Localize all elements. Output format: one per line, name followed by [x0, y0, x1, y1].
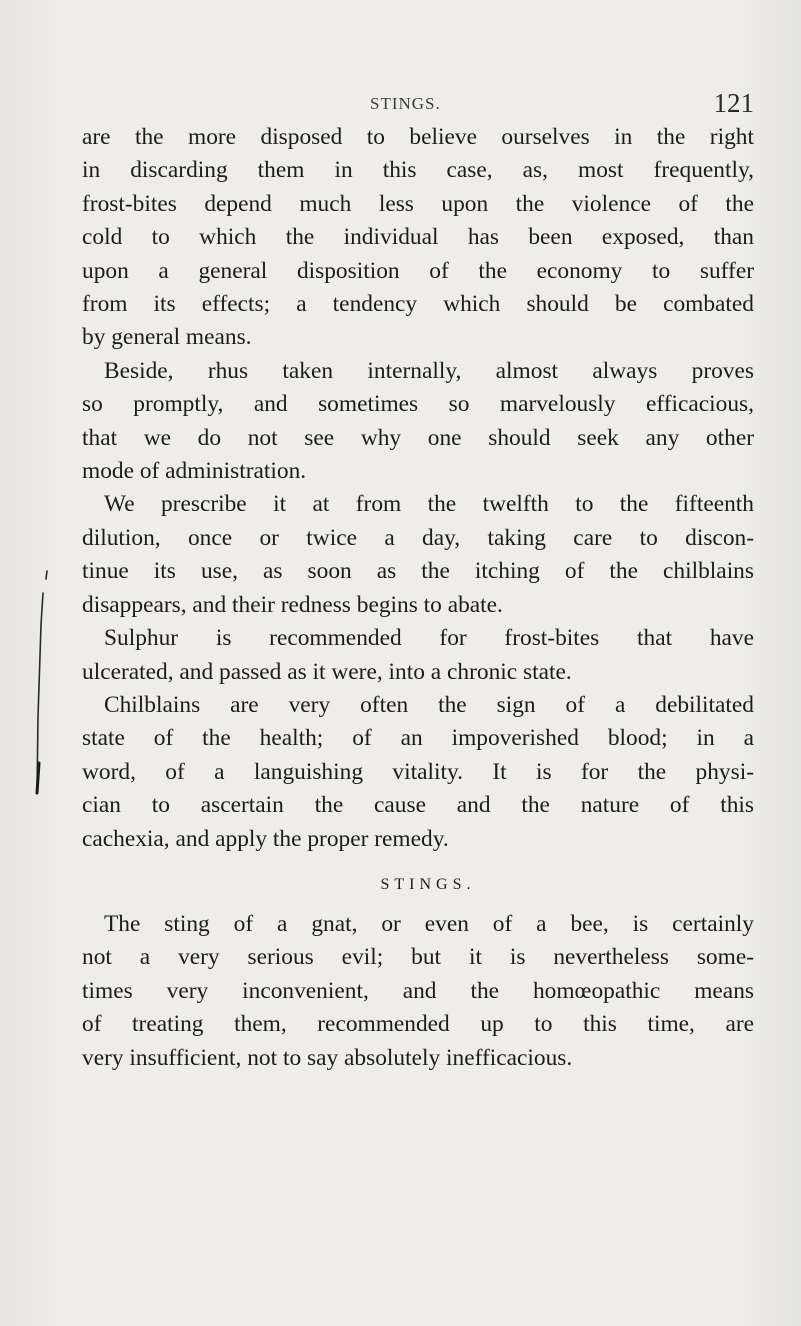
section-heading: STINGS.	[380, 875, 476, 893]
text-line: times very inconvenient, and the homœopathic means	[82, 977, 754, 1004]
paragraph	[82, 488, 754, 622]
text-line: disappears, and their redness begins to abate.	[82, 591, 503, 618]
text-line: ulcerated, and passed as it were, into a chronic state.	[82, 658, 572, 685]
text-line: Chilblains are very often the sign of a debilitated	[104, 691, 754, 718]
paragraph	[82, 908, 754, 1075]
margin-pencil-mark	[34, 567, 54, 797]
text-line: in discarding them in this case, as, most frequently,	[82, 157, 754, 184]
text-line: frost-bites depend much less upon the violence of the	[82, 190, 754, 217]
text-line: mode of administration.	[82, 458, 307, 485]
paragraph	[82, 622, 754, 689]
text-line: cachexia, and apply the proper remedy.	[82, 825, 449, 852]
text-line: of treating them, recommended up to this time, are	[82, 1011, 754, 1038]
text-line: word, of a languishing vitality. It is for the physi-	[82, 758, 754, 785]
text-line: tinue its use, as soon as the itching of the chilblains	[82, 558, 754, 585]
paragraph	[82, 121, 754, 355]
text-line: very insufficient, not to say absolutely inefficacious.	[82, 1044, 573, 1071]
text-line: cold to which the individual has been exposed, than	[82, 224, 754, 251]
paragraph	[82, 689, 754, 856]
text-line: The sting of a gnat, or even of a bee, is certainly	[104, 910, 754, 937]
text-line: so promptly, and sometimes so marvelously efficacious,	[82, 391, 754, 418]
text-line: Beside, rhus taken internally, almost always proves	[104, 357, 754, 384]
text-line: are the more disposed to believe ourselves in the right	[82, 124, 754, 150]
running-head	[70, 88, 754, 118]
text-line: upon a general disposition of the economy to suffer	[82, 257, 754, 284]
text-line: Sulphur is recommended for frost-bites that have	[104, 625, 754, 652]
text-line: by general means.	[82, 324, 252, 351]
text-line: dilution, once or twice a day, taking care to discon-	[82, 524, 754, 551]
paragraph	[82, 355, 754, 489]
text-line: from its effects; a tendency which should be combated	[82, 291, 754, 318]
page-number: 121	[713, 88, 754, 118]
text-line: that we do not see why one should seek any other	[82, 424, 754, 451]
text-line: state of the health; of an impoverished blood; in a	[82, 725, 754, 752]
running-title: STINGS.	[370, 94, 441, 113]
body-text	[82, 121, 754, 1075]
text-line: We prescribe it at from the twelfth to the fifteenth	[104, 491, 754, 518]
text-line: not a very serious evil; but it is nevertheless some-	[82, 944, 754, 971]
text-line: cian to ascertain the cause and the nature of this	[82, 792, 754, 819]
